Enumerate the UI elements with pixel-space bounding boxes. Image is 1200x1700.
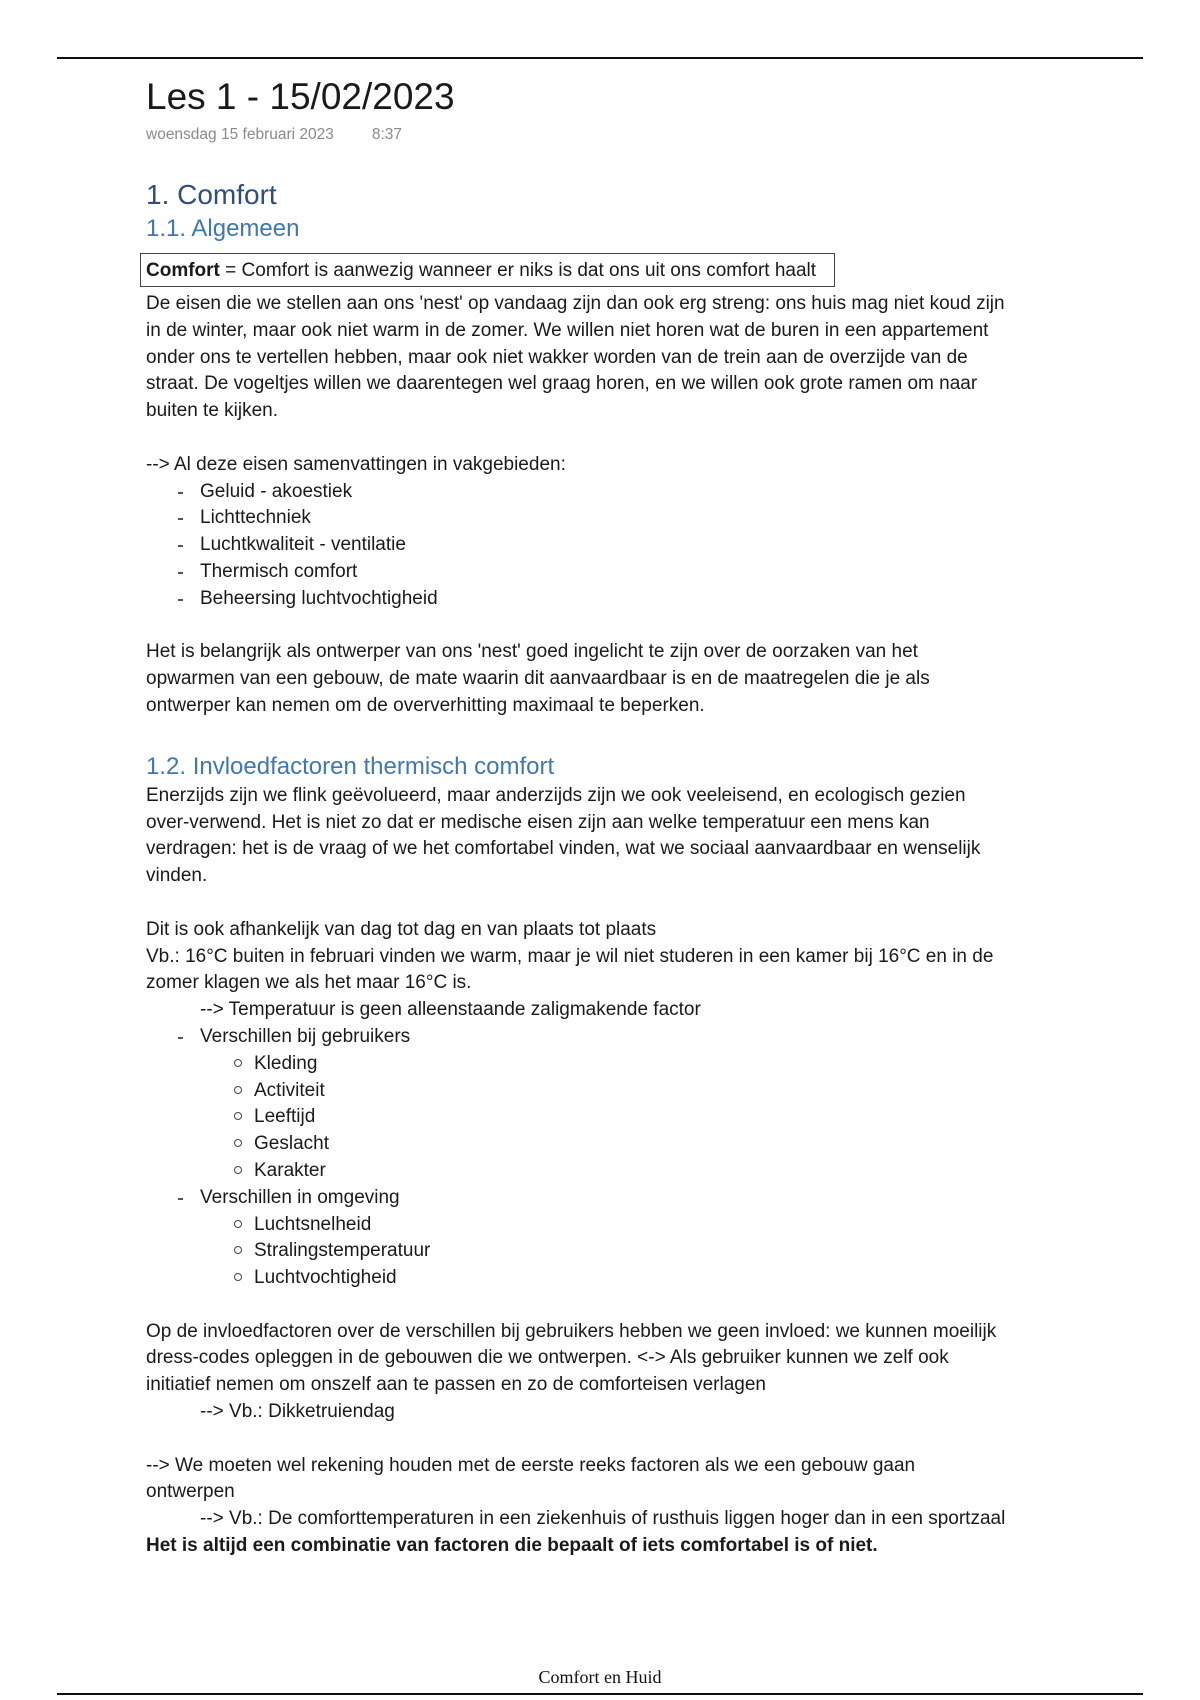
gebruikers-sublist	[200, 1051, 1006, 1185]
sublist-item: Luchtvochtigheid	[200, 1265, 1006, 1292]
line-afhankelijk: Dit is ook afhankelijk van dag tot dag en van plaats tot plaats	[146, 918, 657, 940]
heading-algemeen: 1.1. Algemeen	[146, 215, 300, 242]
factoren-list	[146, 1024, 1006, 1292]
list-item: Lichttechniek	[146, 505, 1006, 532]
sublist-item: Geslacht	[200, 1131, 1006, 1158]
vakgebieden-list	[146, 479, 1006, 613]
list-item: Thermisch comfort	[146, 559, 1006, 586]
group-label: Verschillen bij gebruikers	[200, 1025, 411, 1047]
paragraph-gebruikers: Op de invloedfactoren over de verschillen bij gebruikers hebben we geen invloed: we kunnen moeilijk dress-codes opleggen in de gebouwen die we ontwerpen. <-> Als gebruiker kunnen we zelf ook initiatief nemen om onszelf aan te passen en zo de comforteisen verlagen	[146, 1320, 997, 1396]
omgeving-sublist	[200, 1212, 1006, 1292]
bottom-rule	[57, 1693, 1143, 1695]
list-item: Beheersing luchtvochtigheid	[146, 586, 1006, 613]
sublist-item: Luchtsnelheid	[200, 1212, 1006, 1239]
list-intro: --> Al deze eisen samenvattingen in vakgebieden:	[146, 453, 566, 475]
sublist-item: Stralingstemperatuur	[200, 1238, 1006, 1265]
heading-comfort: 1. Comfort	[146, 179, 277, 210]
page-date: woensdag 15 februari 2023	[146, 126, 334, 143]
sublist-item: Kleding	[200, 1051, 1006, 1078]
definition-term: Comfort	[146, 260, 220, 281]
list-item-omgeving	[146, 1185, 1006, 1292]
list-item-gebruikers	[146, 1024, 1006, 1185]
arrow-temperatuur: --> Temperatuur is geen alleenstaande zaligmakende factor	[200, 999, 701, 1021]
page-footer: Comfort en Huid	[538, 1667, 662, 1687]
list-item: Luchtkwaliteit - ventilatie	[146, 532, 1006, 559]
conclusion: Het is altijd een combinatie van factoren die bepaalt of iets comfortabel is of niet.	[146, 1535, 878, 1557]
paragraph-ontwerper: Het is belangrijk als ontwerper van ons 'nest' goed ingelicht te zijn over de oorzaken van het opwarmen van een gebouw, de mate waarin dit aanvaardbaar is en de maatregelen die je als ontwerper kan nemen om de oververhitting maximaal te beperken.	[146, 641, 930, 716]
paragraph-eisen: De eisen die we stellen aan ons 'nest' op vandaag zijn dan ook erg streng: ons huis mag niet koud zijn in de winter, maar ook niet warm in de zomer. We willen niet horen wat de buren in een appartement onder ons te vertellen hebben, maar ook niet wakker worden van de trein aan de overzijde van de straat. De vogeltjes willen we daarentegen wel graag horen, en we willen ook grote ramen om naar buiten te kijken.	[146, 293, 1005, 422]
list-item: Geluid - akoestiek	[146, 479, 1006, 506]
sublist-item: Leeftijd	[200, 1104, 1006, 1131]
group-label: Verschillen in omgeving	[200, 1186, 400, 1208]
heading-invloedfactoren: 1.2. Invloedfactoren thermisch comfort	[146, 752, 555, 780]
page-meta	[146, 126, 1006, 144]
top-rule	[57, 57, 1143, 59]
sublist-item: Activiteit	[200, 1078, 1006, 1105]
page-content	[146, 74, 1006, 1560]
page-time: 8:37	[371, 126, 403, 143]
paragraph-enerzijds: Enerzijds zijn we flink geëvolueerd, maar anderzijds zijn we ook veeleisend, en ecologisch gezien over-verwend. Het is niet zo dat er medische eisen zijn aan welke temperatuur een mens kan verdragen: het is de vraag of we het comfortabel vinden, wat we sociaal aanvaardbaar en wenselijk vinden.	[146, 784, 981, 887]
sublist-item: Karakter	[200, 1158, 1006, 1185]
page-title: Les 1 - 15/02/2023	[146, 76, 455, 117]
definition-text: = Comfort is aanwezig wanneer er niks is dat ons uit ons comfort haalt	[219, 260, 817, 281]
definition-box	[140, 253, 835, 287]
line-voorbeeld: Vb.: 16°C buiten in februari vinden we warm, maar je wil niet studeren in een kamer bij 16°C en in de zomer klagen we als het maar 16°C is.	[146, 945, 994, 994]
arrow-ziekenhuis: --> Vb.: De comforttemperaturen in een ziekenhuis of rusthuis liggen hoger dan in een sportzaal	[200, 1508, 1006, 1530]
paragraph-rekening: --> We moeten wel rekening houden met de eerste reeks factoren als we een gebouw gaan ontwerpen	[146, 1454, 916, 1503]
arrow-dikketruiendag: --> Vb.: Dikketruiendag	[200, 1401, 395, 1423]
